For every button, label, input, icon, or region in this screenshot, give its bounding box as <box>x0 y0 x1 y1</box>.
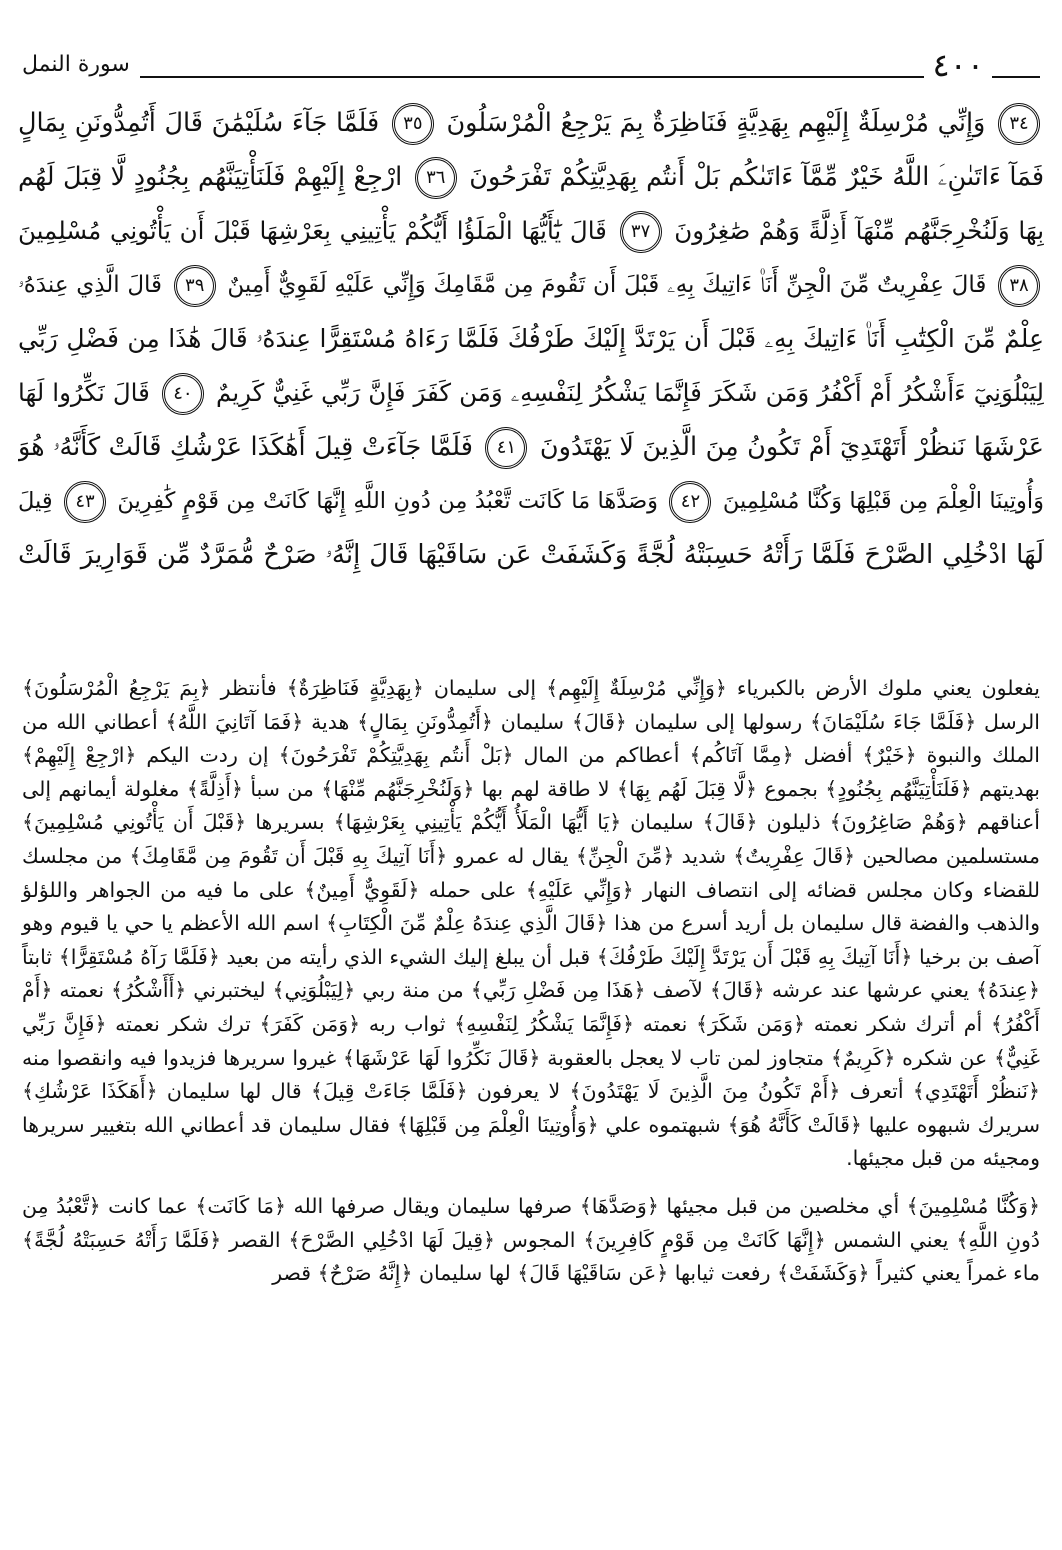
ayah-number-marker: ٣٩ <box>174 265 216 307</box>
header-rule <box>22 76 1040 78</box>
surah-name: سورة النمل <box>22 50 140 80</box>
quran-text-segment: فَلَمَّا جَآءَتْ قِيلَ أَهَٰكَذَا عَرْشُكِ قَالَتْ كَأَنَّهُۥ هُوَ <box>18 432 473 462</box>
quran-text-segment: فَلَمَّا جَآءَ سُلَيْمَٰنَ قَالَ أَتُمِدُّونَنِ بِمَالٍ <box>18 108 380 138</box>
tafsir-paragraph: ﴿وَكُنَّا مُسْلِمِينَ﴾ أي مخلصين من قبل مجيئها ﴿وَصَدَّهَا﴾ صرفها سليمان ويقال صرفها الله ﴿مَا كَانَت﴾ عما كانت ﴿تَّعْبُدُ مِن دُونِ اللَّهِ﴾ يعني الشمس ﴿إِنَّهَا كَانَتْ مِن قَوْمٍ كَافِرِينَ﴾ المجوس ﴿قِيلَ لَهَا ادْخُلِي الصَّرْحَ﴾ القصر ﴿فَلَمَّا رَأَتْهُ حَسِبَتْهُ لُجَّةً﴾ ماء غمراً يعني كثيراً ﴿وَكَشَفَتْ﴾ رفعت ثيابها ﴿عَن سَاقَيْهَا قَالَ﴾ لها سليمان ﴿إِنَّهُ صَرْحٌ﴾ قصر <box>22 1193 1040 1286</box>
tafsir-paragraph: يفعلون يعني ملوك الأرض بالكبرياء ﴿وَإِنِّي مُرْسِلَةٌ إِلَيْهِم﴾ إلى سليمان ﴿بِهَدِيَّةٍ فَنَاظِرَةٌ﴾ فأنتظر ﴿بِمَ يَرْجِعُ الْمُرْسَلُونَ﴾ الرسل ﴿فَلَمَّا جَاءَ سُلَيْمَانَ﴾ رسولها إلى سليمان ﴿قَالَ﴾ سليمان ﴿أَتُمِدُّونَنِ بِمَالٍ﴾ هدية ﴿فَمَا آتَانِيَ اللَّهُ﴾ أعطاني الله من الملك والنبوة ﴿خَيْرٌ﴾ أفضل ﴿مِمَّا آتَاكُم﴾ أعطاكم من المال ﴿بَلْ أَنتُم بِهَدِيَّتِكُمْ تَفْرَحُونَ﴾ إن ردت اليكم ﴿ارْجِعْ إِلَيْهِمْ﴾ بهديتهم ﴿فَلَنَأْتِيَنَّهُم بِجُنُودٍ﴾ بجموع ﴿لَّا قِبَلَ لَهُم بِهَا﴾ لا طاقة لهم بها ﴿وَلَنُخْرِجَنَّهُم مِّنْهَا﴾ من سبأ ﴿أَذِلَّةً﴾ مغلولة أيمانهم إلى أعناقهم ﴿وَهُمْ صَاغِرُونَ﴾ ذليلون ﴿قَالَ﴾ سليمان ﴿يَا أَيُّهَا الْمَلَأُ أَيُّكُمْ يَأْتِينِي بِعَرْشِهَا﴾ بسريرها ﴿قَبْلَ أَن يَأْتُونِي مُسْلِمِينَ﴾ مستسلمين مصالحين ﴿قَالَ عِفْرِيتٌ﴾ شديد ﴿مِّنَ الْجِنِّ﴾ يقال له عمرو ﴿أَنَا آتِيكَ بِهِ قَبْلَ أَن تَقُومَ مِن مَّقَامِكَ﴾ من مجلسك للقضاء وكان مجلس قضائه إلى انتصاف النهار ﴿وَإِنِّي عَلَيْهِ﴾ على حمله ﴿لَقَوِيٌّ أَمِينٌ﴾ على ما فيه من الجواهر واللؤلؤ والذهب والفضة قال سليمان بل أريد أسرع من هذا ﴿قَالَ الَّذِي عِندَهُ عِلْمٌ مِّنَ الْكِتَابِ﴾ اسم الله الأعظم يا حي يا قيوم وهو آصف بن برخيا ﴿أَنَا آتِيكَ بِهِ قَبْلَ أَن يَرْتَدَّ إِلَيْكَ طَرْفُكَ﴾ قبل أن يبلغ إليك الشيء الذي رأيته من بعيد ﴿فَلَمَّا رَآهُ مُسْتَقِرًّا﴾ ثابتاً ﴿عِندَهُ﴾ يعني عرشها عند عرشه ﴿قَالَ﴾ لآصف ﴿هَذَا مِن فَضْلِ رَبِّي﴾ من منة ربي ﴿لِيَبْلُوَنِي﴾ ليختبرني ﴿أَأَشْكُرُ﴾ نعمته ﴿أَمْ أَكْفُرُ﴾ أم أترك شكر نعمته ﴿وَمَن شَكَرَ﴾ نعمته ﴿فَإِنَّمَا يَشْكُرُ لِنَفْسِهِ﴾ ثواب ربه ﴿وَمَن كَفَرَ﴾ ترك شكر نعمته ﴿فَإِنَّ رَبِّي غَنِيٌّ﴾ عن شكره ﴿كَرِيمٌ﴾ متجاوز لمن تاب لا يعجل بالعقوبة ﴿قَالَ نَكِّرُوا لَهَا عَرْشَهَا﴾ غيروا سريرها فزيدوا فيه وانقصوا منه ﴿نَنظُرْ أَتَهْتَدِي﴾ أتعرف ﴿أَمْ تَكُونُ مِنَ الَّذِينَ لَا يَهْتَدُونَ﴾ لا يعرفون ﴿فَلَمَّا جَاءَتْ قِيلَ﴾ قال لها سليمان ﴿أَهَكَذَا عَرْشُكِ﴾ سريرك شبهوه عليها ﴿قَالَتْ كَأَنَّهُ هُوَ﴾ شبهتموه علي ﴿وَأُوتِينَا الْعِلْمَ مِن قَبْلِهَا﴾ فقال سليمان قد أعطاني الله بتغيير سريرها ومجيئه من قبل مجيئها. <box>22 676 1040 1171</box>
quran-line <box>18 204 1044 258</box>
ayah-number-marker: ٣٥ <box>392 103 434 145</box>
quran-text-segment: قَالَ عِفْرِيتٌ مِّنَ الْجِنِّ أَنَا۠ ءَاتِيكَ بِهِۦ قَبْلَ أَن تَقُومَ مِن مَّقَامِكَ وَإِنِّي عَلَيْهِ لَقَوِيٌّ أَمِينٌ <box>227 272 987 298</box>
quran-text-segment: لِيَبْلُوَنِيٓ ءَأَشْكُرُ أَمْ أَكْفُرُ وَمَن شَكَرَ فَإِنَّمَا يَشْكُرُ لِنَفْسِهِۦ وَمَن كَفَرَ فَإِنَّ رَبِّي غَنِيٌّ كَرِيمٌ <box>216 378 1044 407</box>
quran-text-segment: قَالَ يَٰٓأَيُّهَا الْمَلَؤُا أَيُّكُمْ يَأْتِينِي بِعَرْشِهَا قَبْلَ أَن يَأْتُونِي مُسْلِمِينَ <box>18 216 607 245</box>
quran-line <box>18 258 1044 312</box>
quran-line <box>18 150 1044 204</box>
ayah-number-marker: ٣٦ <box>415 157 457 199</box>
page-number: ٤٠٠ <box>924 48 992 82</box>
page-header <box>22 48 1040 88</box>
quran-text-block <box>18 96 1044 636</box>
quran-text-segment: قِيلَ <box>18 488 53 514</box>
ayah-number-marker: ٤٠ <box>162 373 204 415</box>
quran-line <box>18 474 1044 528</box>
quran-text-segment: ارْجِعْ إِلَيْهِمْ فَلَنَأْتِيَنَّهُم بِجُنُودٍ لَّا قِبَلَ لَهُم <box>18 162 403 192</box>
ayah-number-marker: ٣٨ <box>998 265 1040 307</box>
quran-text-segment: وَإِنِّي مُرْسِلَةٌ إِلَيْهِم بِهَدِيَّةٍ فَنَاظِرَةٌ بِمَ يَرْجِعُ الْمُرْسَلُونَ <box>446 108 986 138</box>
quran-line <box>18 312 1044 366</box>
quran-text-segment: وَأُوتِينَا الْعِلْمَ مِن قَبْلِهَا وَكُنَّا مُسْلِمِينَ <box>722 488 1044 514</box>
quran-line <box>18 96 1044 150</box>
quran-text-segment: قَالَ الَّذِي عِندَهُۥ <box>18 272 163 298</box>
quran-line <box>18 528 1044 582</box>
ayah-number-marker: ٣٧ <box>620 211 662 253</box>
ayah-number-marker: ٤٣ <box>64 481 106 523</box>
quran-text-segment: وَصَدَّهَا مَا كَانَت تَّعْبُدُ مِن دُونِ اللَّهِ إِنَّهَا كَانَتْ مِن قَوْمٍ كَٰفِرِينَ <box>117 488 659 514</box>
quran-text-segment: قَالَ نَكِّرُوا لَهَا <box>18 378 150 407</box>
tafsir-commentary <box>22 672 1040 1291</box>
quran-line <box>18 366 1044 420</box>
quran-text-segment: بِهَا وَلَنُخْرِجَنَّهُم مِّنْهَآ أَذِلَّةً وَهُمْ صَٰغِرُونَ <box>674 216 1044 245</box>
quran-text-segment: فَمَآ ءَاتَىٰنِۦَ اللَّهُ خَيْرٌ مِّمَّآ ءَاتَىٰكُم بَلْ أَنتُم بِهَدِيَّتِكُمْ تَفْرَحُونَ <box>469 162 1044 192</box>
quran-text-segment: لَهَا ادْخُلِي الصَّرْحَ فَلَمَّا رَأَتْهُ حَسِبَتْهُ لُجَّةً وَكَشَفَتْ عَن سَاقَيْهَا قَالَ إِنَّهُۥ صَرْحٌ مُّمَرَّدٌ مِّن قَوَارِيرَ قَالَتْ <box>18 540 1044 570</box>
ayah-number-marker: ٤١ <box>485 427 527 469</box>
ayah-number-marker: ٣٤ <box>998 103 1040 145</box>
ayah-number-marker: ٤٢ <box>669 481 711 523</box>
quran-text-segment: عِلْمٌ مِّنَ الْكِتَٰبِ أَنَا۠ ءَاتِيكَ بِهِۦ قَبْلَ أَن يَرْتَدَّ إِلَيْكَ طَرْفُكَ فَلَمَّا رَءَاهُ مُسْتَقِرًّا عِندَهُۥ قَالَ هَٰذَا مِن فَضْلِ رَبِّي <box>18 324 1044 353</box>
quran-line <box>18 420 1044 474</box>
quran-text-segment: عَرْشَهَا نَنظُرْ أَتَهْتَدِيٓ أَمْ تَكُونُ مِنَ الَّذِينَ لَا يَهْتَدُونَ <box>539 432 1044 462</box>
